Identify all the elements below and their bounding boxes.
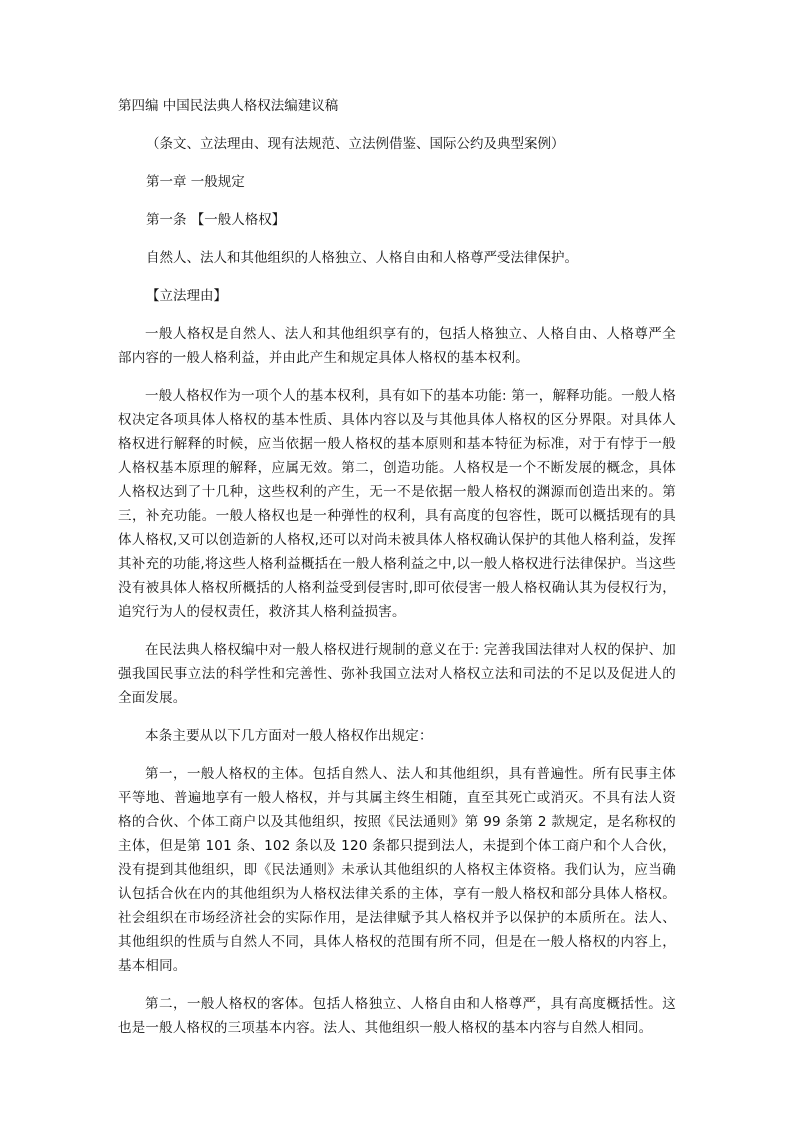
chapter-title: 第一章 一般规定 bbox=[146, 174, 245, 190]
reason-heading: 【立法理由】 bbox=[146, 288, 227, 304]
paragraph: 第一，一般人格权的主体。包括自然人、法人和其他组织，具有普遍性。所有民事主体平等地、普遍地享有一般人格权，并与其属主终生相随，直至其死亡或消灭。不具有法人资格的合伙、个体工商户以及其他组织，按照《民法通则》第 99 条第 2 款规定，是名称权的主体，但是第 101 条、102 条以及 120 条都只提到法人，未提到个体工商户和个人合伙，没有提到其他组织，即《民法通则》未承认其他组织的人格权主体资格。我们认为，应当确认包括合伙在内的其他组织为人格权法律关系的主体，享有一般人格权和部分具体人格权。社会组织在市场经济社会的实际作用，是法律赋予其人格权并予以保护的本质所在。法人、其他组织的性质与自然人不同，具体人格权的范围有所不同，但是在一般人格权的内容上，基本相同。 bbox=[118, 766, 676, 974]
paragraph: 一般人格权作为一项个人的基本权利，具有如下的基本功能: 第一，解释功能。一般人格权决定各项具体人格权的基本性质、具体内容以及与其他具体人格权的区分界限。对具体人格权进行解释的时候，应当依据一般人格权的基本原则和基本特征为标准，对于有悖于一般人格权基本原理的解释，应属无效。第二，创造功能。人格权是一个不断发展的概念，具体人格权达到了十几种，这些权利的产生，无一不是依据一般人格权的渊源而创造出来的。第三，补充功能。一般人格权也是一种弹性的权利，具有高度的包容性，既可以概括现有的具体人格权,又可以创造新的人格权,还可以对尚未被具体人格权确认保护的其他人格利益，发挥其补充的功能,将这些人格利益概括在一般人格利益之中,以一般人格权进行法律保护。当这些没有被具体人格权所概括的人格利益受到侵害时,即可依侵害一般人格权确认其为侵权行为，追究行为人的侵权责任，救济其人格利益损害。 bbox=[118, 388, 676, 620]
paragraph: 在民法典人格权编中对一般人格权进行规制的意义在于: 完善我国法律对人权的保护、加强我国民事立法的科学性和完善性、弥补我国立法对人格权立法和司法的不足以及促进人的全面发展。 bbox=[118, 642, 676, 706]
article-title: 第一条 【一般人格权】 bbox=[146, 212, 286, 228]
paragraph: 第二，一般人格权的客体。包括人格独立、人格自由和人格尊严，具有高度概括性。这也是一般人格权的三项基本内容。法人、其他组织一般人格权的基本内容与自然人相同。 bbox=[118, 996, 676, 1036]
paragraph: 一般人格权是自然人、法人和其他组织享有的，包括人格独立、人格自由、人格尊严全部内容的一般人格利益，并由此产生和规定具体人格权的基本权利。 bbox=[118, 326, 676, 366]
part-title: 第四编 中国民法典人格权法编建议稿 bbox=[118, 98, 339, 114]
subtitle: （条文、立法理由、现有法规范、立法例借鉴、国际公约及典型案例） bbox=[146, 136, 565, 152]
document-page bbox=[118, 94, 676, 1040]
article-text: 自然人、法人和其他组织的人格独立、人格自由和人格尊严受法律保护。 bbox=[146, 250, 578, 266]
paragraph: 本条主要从以下几方面对一般人格权作出规定： bbox=[145, 728, 433, 744]
